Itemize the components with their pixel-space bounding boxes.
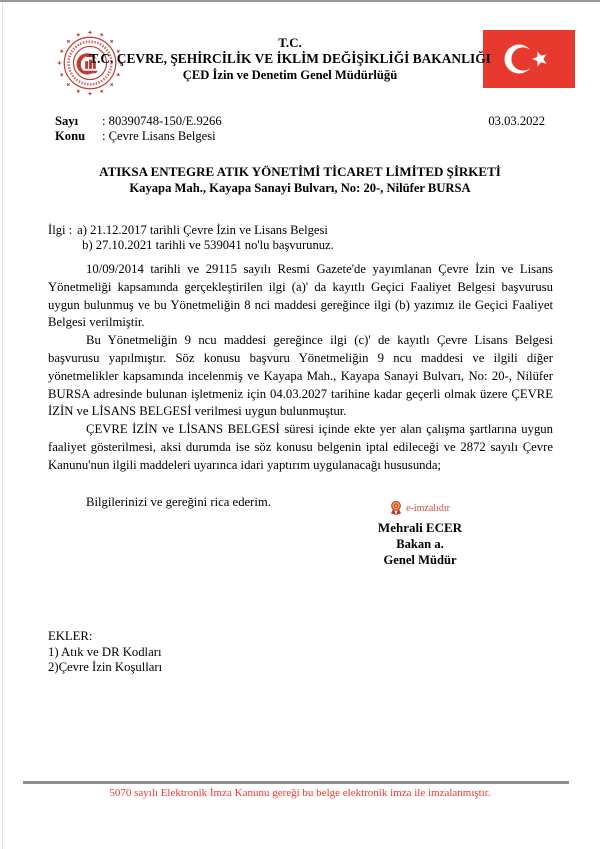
body-paragraph: Bu Yönetmeliğin 9 ncu maddesi gereğince ilgi (c)' de kayıtlı Çevre Lisans Belgesi başvurusu yapılmıştır. Söz konusu başvuru Yönetmeliğin 9 ncu maddesi ve ilgili diğer yönetmelikler kapsamında incelenmiş ve Kayapa Mah., Kayapa Sanayi Bulvarı, No: 20-, Nilüfer BURSA adresinde bulunan işletmeniz için 04.03.2027 tarihine kadar geçerli olmak üzere ÇEVRE İZİN ve LİSANS BELGESİ verilmesi uygun bulunmuştur. xyxy=(48,333,553,419)
meta-row-sayi xyxy=(55,114,545,129)
signer-title: Bakan a. xyxy=(396,537,444,551)
attachments-label: EKLER: xyxy=(48,629,93,643)
esign-legal-note: 5070 sayılı Elektronik İmza Kanunu gereği bu belge elektronik imza ile imzalanmıştır. xyxy=(109,787,491,799)
reference-item: a) 21.12.2017 tarihli Çevre İzin ve Lisans Belgesi xyxy=(77,223,328,237)
sayi-label: Sayı xyxy=(55,114,79,128)
letterhead-tc: T.C. xyxy=(278,35,302,50)
konu-label: Konu xyxy=(55,129,86,143)
esign-label: e-imzalıdır xyxy=(406,502,450,514)
konu-value: : Çevre Lisans Belgesi xyxy=(102,129,216,143)
body-paragraph: 10/09/2014 tarihli ve 29115 sayılı Resmi Gazete'de yayımlanan Çevre İzin ve Lisans Yönetmeliği kapsamında gerçekleştirilen ilgi (a)' da kayıtlı Geçici Faaliyet Belgesi başvurusu uygun bulunmuş ve bu Yönetmeliğin 8 nci maddesi gereğince ilgi (b) yazımız ile Geçici Faaliyet Belgesi verilmiştir. xyxy=(48,262,553,330)
document-date: 03.03.2022 xyxy=(488,114,545,128)
references-items xyxy=(77,223,334,253)
signer-title: Genel Müdür xyxy=(383,553,457,567)
closing-sentence: Bilgilerinizi ve gereğini rica ederim. xyxy=(86,494,271,509)
signature-block xyxy=(320,501,520,568)
sayi-value: : 80390748-150/E.9266 xyxy=(102,114,222,128)
recipient-name: ATIKSA ENTEGRE ATIK YÖNETİMİ TİCARET LİMİTED ŞİRKETİ xyxy=(99,164,501,179)
letterhead-ministry: T.C. ÇEVRE, ŞEHİRCİLİK VE İKLİM DEĞİŞİKLİĞİ BAKANLIĞI xyxy=(89,51,491,66)
attachment-item: 1) Atık ve DR Kodları xyxy=(48,644,162,659)
references-block xyxy=(48,223,334,253)
document-meta xyxy=(55,114,545,144)
esign-ribbon-icon xyxy=(390,501,402,515)
body-paragraph: ÇEVRE İZİN ve LİSANS BELGESİ süresi içinde ekte yer alan çalışma şartlarına uygun faaliyet gösterilmesi, aksi durumda ise söz konusu belgenin iptal edileceği ve 2872 sayılı Çevre Kanunu'nun ilgili maddeleri uyarınca idari yaptırım uygulanacağı hususunda; xyxy=(48,422,553,472)
esign-row xyxy=(320,501,520,515)
references-label: İlgi : xyxy=(48,223,73,237)
letterhead-directorate: ÇED İzin ve Denetim Genel Müdürlüğü xyxy=(182,68,398,82)
attachment-item: 2)Çevre İzin Koşulları xyxy=(48,660,163,674)
attachments-block xyxy=(48,629,162,676)
recipient-block xyxy=(0,164,600,196)
signer-name: Mehrali ECER xyxy=(377,520,463,535)
letterhead xyxy=(40,35,540,83)
meta-row-konu xyxy=(55,129,545,144)
reference-item: b) 27.10.2021 tarihli ve 539041 no'lu başvurunuz. xyxy=(82,238,334,252)
letter-body xyxy=(48,261,553,511)
recipient-address: Kayapa Mah., Kayapa Sanayi Bulvarı, No: 20-, Nilüfer BURSA xyxy=(129,181,471,195)
footer-divider xyxy=(23,781,569,784)
